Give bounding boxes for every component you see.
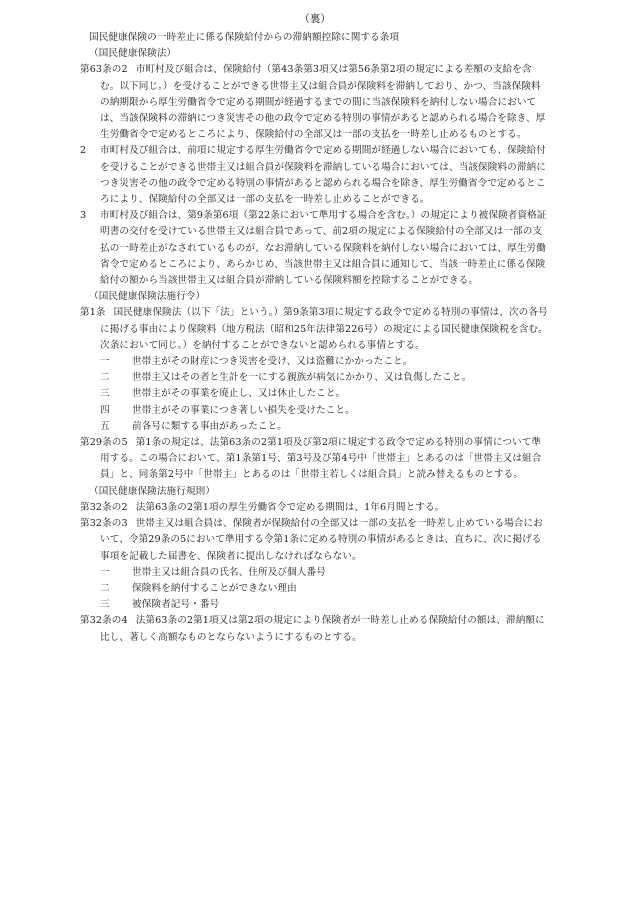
article-label: 第32条の2 [80, 501, 128, 513]
list-item [80, 597, 550, 613]
article-label: 第32条の4 [80, 615, 128, 627]
list-item [80, 403, 550, 419]
article-body: 法第63条の2第1項又は第2項の規定により保険者が一時差し止める保険給付の額は、滞納額に比し、著しく高額なものとならないようにするものとする。 [100, 615, 545, 643]
paragraph-number: 2 [80, 145, 87, 157]
item-number: 一 [100, 356, 110, 368]
item-number: 四 [100, 404, 110, 416]
article-body: 市町村及び組合は、保険給付（第43条第3項又は第56条第2項の規定による差額の支給を含む。以下同じ。）を受けることができる世帯主又は組合員が保険料を滞納しており、かつ、当該保険料の納期限から厚生労働省令で定める期間が経過するまでの間に当該保険料を納付しない場合においては、当該保険料の滞納につき災害その他の政令で定める特別の事情があると認められる場合を除き、厚生労働省令で定めるところにより、保険給付の全部又は一部の支払を一時差し止めるものとする。 [100, 64, 546, 141]
document-body [80, 30, 550, 646]
paragraph-body: 市町村及び組合は、第9条第6項（第22条において準用する場合を含む。）の規定により被保険者資格証明書の交付を受けている世帯主又は組合員であって、前2項の規定による保険給付の全部又は一部の支払の一時差止がなされているものが、なお滞納している保険料を納付しない場合においては、厚生労働省令で定めるところにより、あらかじめ、当該世帯主又は組合員に通知して、当該一時差止に係る保険給付の額から当該世帯主又は組合員が滞納している保険料額を控除することができる。 [100, 210, 547, 287]
item-text: 被保険者記号・番号 [132, 599, 220, 611]
item-number: 三 [100, 388, 110, 400]
paragraph-number: 3 [80, 210, 87, 222]
item-text: 世帯主がその事業につき著しい損失を受けたこと。 [132, 404, 355, 416]
list-item [80, 565, 550, 581]
list-item [80, 581, 550, 597]
article-label: 第1条 [80, 307, 106, 319]
article-label: 第32条の3 [80, 518, 128, 530]
paragraph-3 [80, 208, 550, 289]
source-order: （国民健康保険法施行令） [89, 291, 206, 303]
article-body: 世帯主又は組合員は、保険者が保険給付の全部又は一部の支払を一時差し止めている場合において、令第29条の5において準用する令第1条に定める特別の事情があるときは、直ちに、次に掲げる事項を記載した届書を、保険者に提出しなければならない。 [100, 518, 543, 562]
article-body: 第1条の規定は、法第63条の2第1項及び第2項に規定する政令で定める特別の事情について準用する。この場合において、第1条第1号、第3号及び第4号中「世帯主」とあるのは「世帯主又は組合員」と、同条第2号中「世帯主」とあるのは「世帯主若しくは組合員」と読み替えるものとする。 [100, 437, 542, 481]
list-item [80, 370, 550, 386]
item-text: 保険料を納付することができない理由 [132, 582, 297, 594]
article-body: 国民健康保険法（以下「法」という。）第9条第3項に規定する政令で定める特別の事情は、次の各号に掲げる事由により保険料（地方税法（昭和25年法律第226号）の規定による国民健康保険税を含む。次条において同じ。）を納付することができないと認められる事情とする。 [100, 307, 548, 351]
list-item [80, 419, 550, 435]
article-29-5 [80, 435, 550, 484]
article-32-4 [80, 613, 550, 645]
article-32-2 [80, 500, 550, 516]
article-1 [80, 305, 550, 354]
article-32-3 [80, 516, 550, 565]
item-number: 二 [100, 582, 110, 594]
item-text: 前各号に類する事由があったこと。 [132, 420, 288, 432]
item-number: 二 [100, 372, 110, 384]
source-law: （国民健康保険法） [89, 48, 177, 60]
paragraph-body: 市町村及び組合は、前項に規定する厚生労働省令で定める期間が経過しない場合においても、保険給付を受けることができる世帯主又は組合員が保険料を滞納している場合においては、当該保険料の滞納につき災害その他の政令で定める特別の事情があると認められる場合を除き、厚生労働省令で定めるところにより、保険給付の全部又は一部の支払を一時差し止めることができる。 [100, 145, 546, 206]
main-heading: 国民健康保険の一時差止に係る保険給付からの滞納額控除に関する条項 [89, 32, 400, 43]
item-text: 世帯主がその事業を廃止し、又は休止したこと。 [132, 388, 346, 400]
source-rules: （国民健康保険法施行規則） [89, 485, 216, 497]
paragraph-2 [80, 143, 550, 208]
item-text: 世帯主又は組合員の氏名、住所及び個人番号 [132, 566, 326, 578]
article-label: 第29条の5 [80, 437, 128, 449]
item-text: 世帯主又はその者と生計を一にする親族が病気にかかり、又は負傷したこと。 [132, 372, 472, 384]
article-body: 法第63条の2第1項の厚生労働省令で定める期間は、1年6月間とする。 [135, 501, 445, 513]
page-side-label: （裏） [299, 13, 331, 25]
item-text: 世帯主がその財産につき災害を受け、又は盗難にかかったこと。 [132, 356, 413, 368]
item-number: 三 [100, 599, 110, 611]
list-item [80, 386, 550, 402]
item-number: 五 [100, 420, 110, 432]
article-label: 第63条の2 [80, 64, 128, 76]
item-number: 一 [100, 566, 110, 578]
article-63-2 [80, 62, 550, 143]
list-item [80, 354, 550, 370]
